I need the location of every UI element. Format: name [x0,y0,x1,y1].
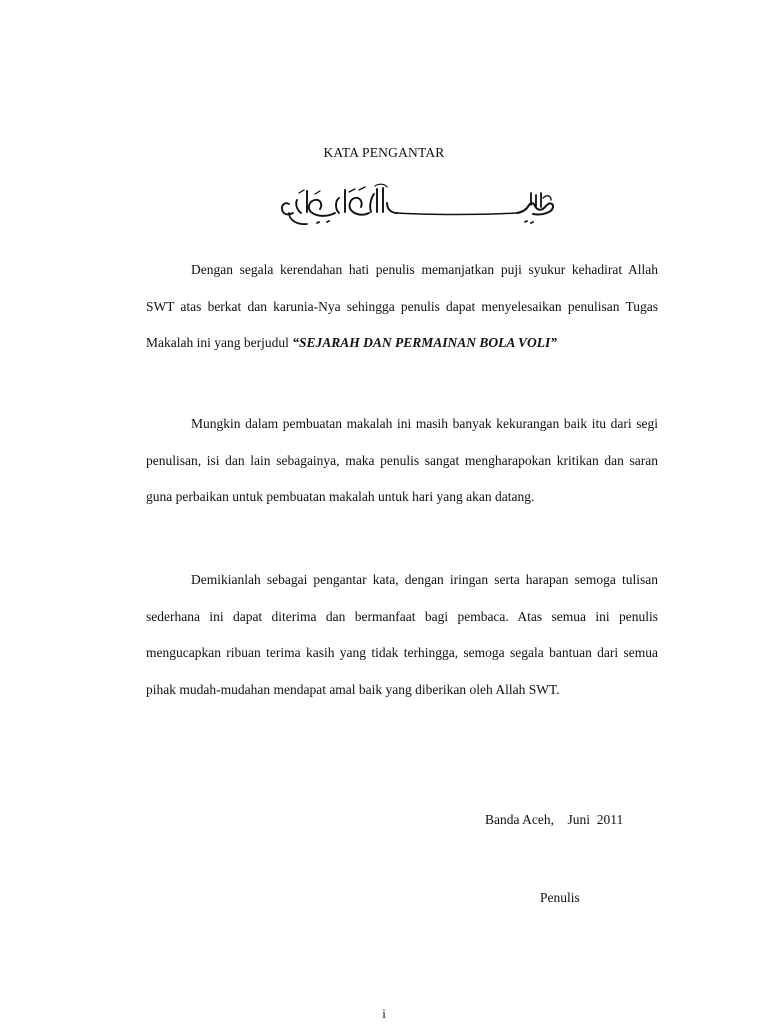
paragraph-2: Mungkin dalam pembuatan makalah ini masih banyak kekurangan baik itu dari segi penulisan, isi dan lain sebagainya, maka penulis sangat mengharapokan kritikan dan saran guna perbaikan untuk pembuatan makalah untuk hari yang akan datang. [146,416,658,504]
paper-title-emphasis: “SEJARAH DAN PERMAINAN BOLA VOLI” [292,335,558,350]
paragraph-1 [146,252,658,362]
page-number: i [382,1006,386,1021]
paragraph-3: Demikianlah sebagai pengantar kata, dengan iringan serta harapan semoga tulisan sederhana ini dapat diterima dan bermanfaat bagi pembaca. Atas semua ini penulis mengucapkan ribuan terima kasih yang tidak terhingga, semoga segala bantuan dari semua pihak mudah-mudahan mendapat amal baik yang diberikan oleh Allah SWT. [146,572,658,697]
signer-name: Penulis [540,890,580,905]
place-date: Banda Aceh, Juni 2011 [485,812,624,827]
paragraph-1-text: Dengan segala kerendahan hati penulis memanjatkan puji syukur kehadirat Allah SWT atas berkat dan karunia-Nya sehingga penulis dapat menyelesaikan penulisan Tugas Makalah ini yang berjudul [146,262,658,350]
basmala-calligraphy [279,182,561,228]
page-title: KATA PENGANTAR [323,145,445,160]
